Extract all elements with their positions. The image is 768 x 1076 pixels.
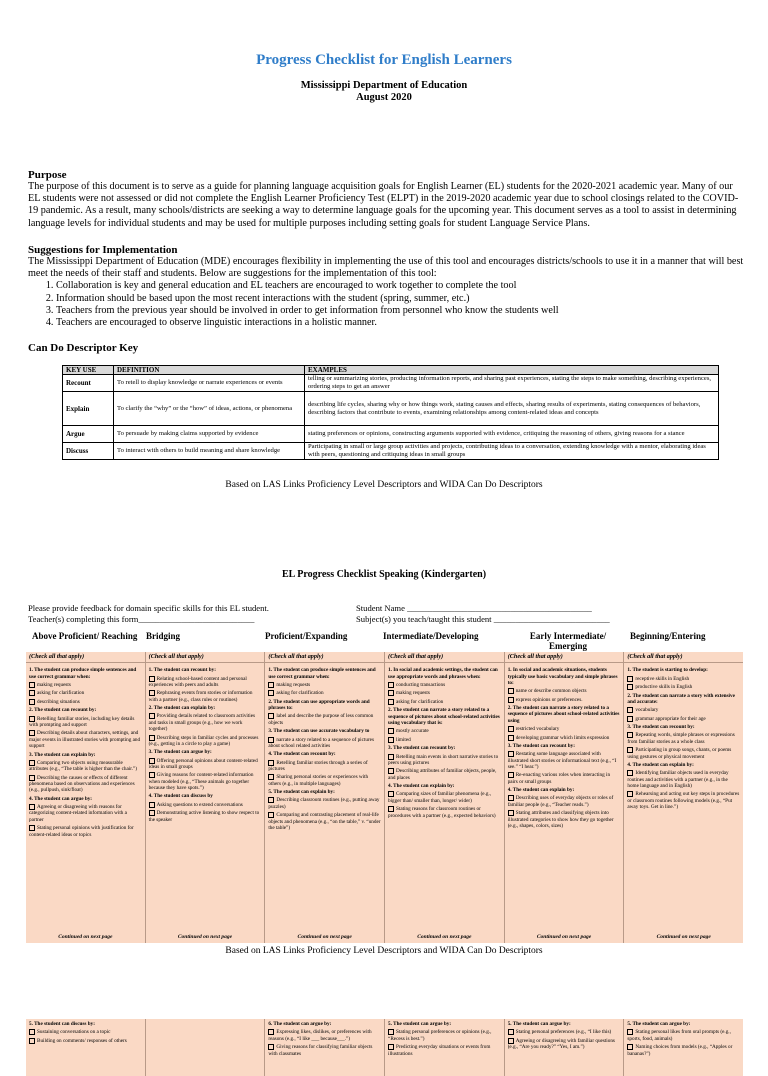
checklist-item-label: productive skills in English [635,684,693,691]
checklist-grid-continued [26,1019,743,1076]
examples-cell: Participating in small or large group activities and projects, contributing ideas to a conversation, extending knowledge with a mentor, elaborating ideas with peers, questioning and critiquing ideas in small groups [305,443,719,460]
suggestions-section [28,256,744,329]
org-name: Mississippi Department of Education [300,80,468,91]
skill-heading: 1. In social and academic settings, the student can use appropriate words and phrases when: [388,667,498,680]
checklist-column [624,1019,743,1076]
checkbox[interactable] [29,775,35,781]
checklist-item-label: Agreeing or disagreeing with familiar questions (e.g., “Are you ready?” “Yes, I am.”) [507,1037,615,1051]
checklist-item[interactable] [627,707,740,713]
checklist-item[interactable] [627,770,740,789]
student-name-field[interactable]: Student Name ___________________________________________ [356,603,592,613]
checklist-title: EL Progress Checklist Speaking (Kindergarten) [281,569,487,580]
table-row [63,392,719,426]
checkbox[interactable] [149,772,155,778]
suggestion-item: 1. Collaboration is key and general education and EL teachers are encouraged to work together to complete the tool [56,280,744,292]
checklist-item-label: express opinions or preferences. [515,696,583,703]
checkbox[interactable] [388,754,394,760]
examples-cell: describing life cycles, sharing why or how things work, stating causes and effects, sharing results of experiments, stating consequences of behaviors, describing factors that contribute to events, examining relationships among content-related ideas and concepts [305,392,719,426]
checkbox[interactable] [388,791,394,797]
column-header: EXAMPLES [305,366,719,375]
checkbox[interactable] [388,768,394,774]
definition-cell: To clarify the “why” or the “how” of ideas, actions, or phenomena [114,392,305,426]
checklist-item[interactable] [29,1029,142,1035]
continued-note: Continued on next page [417,933,472,940]
checkbox[interactable] [627,747,633,753]
skill-heading: 4. The student can argue by: [29,795,93,802]
level-header: Proficient/Expanding [265,631,348,641]
checkbox[interactable] [29,690,35,696]
organization [28,80,740,104]
checklist-item[interactable] [149,758,262,771]
definition-cell: To retell to display knowledge or narrate experiences or events [114,375,305,392]
purpose-text: The purpose of this document is to serve as a guide for planning language acquisition goals for English Learner (EL) students for the 2020-2021 academic year. Many of our EL students were not assessed or did not complete the English Learner Proficiency Test (ELPT) in the 2019-2020 academic year due to school closings related to the COVID-19 pandemic. As a result, many schools/districts are seeking a way to determine language goals for the upcoming year. This document serves as a tool to assist in determining language levels for individual students and may be used for multiple purposes including setting goals for student Language Service Plans. [28,181,739,229]
checklist-item[interactable] [627,1044,740,1057]
checkbox[interactable] [268,713,274,719]
checkbox[interactable] [508,726,514,732]
checklist-item[interactable] [627,791,740,810]
checklist-item-label: making requests [276,682,311,689]
checklist-item[interactable] [508,697,621,703]
checklist-item-label: Describing the causes or effects of different phenomena based on observations and experiences (e.g., pullpush, sink/float) [29,774,135,794]
checkbox[interactable] [29,730,35,736]
skill-heading: 3. The student can use accurate vocabulary to [268,728,370,735]
skill-heading: 4. The student can discuss by [148,793,213,800]
checklist-item[interactable] [268,682,381,688]
checklist-item[interactable] [29,775,142,794]
checkbox[interactable] [149,690,155,696]
checkbox[interactable] [388,806,394,812]
suggestions-text: The Mississippi Department of Education (MDE) encourages flexibility in implementing the use of this tool and encourages districts/schools to use it in a manner that will best meet the needs of their staff and students. Below are suggestions for the implementation of this tool: [28,256,744,280]
skill-heading: 1. The student can produce simple sentences and use correct grammar when: [268,667,376,680]
checklist-item-label: Describing details about characters, settings, and major events in illustrated stories with prompting and support [29,730,141,750]
doc-date: August 2020 [356,92,412,103]
checklist-item-label: Rephrasing events from stories or information with a partner (e.g., class rules or routines) [148,690,253,703]
checkbox[interactable] [388,737,394,743]
examples-cell: telling or summarizing stories, producing information reports, and sharing past experiences, stating the steps to make something, describing experiences, ordering steps to get an answer [305,375,719,392]
level-header: Beginning/Entering [630,631,706,641]
checklist-item-label: Describing uses of everyday objects or roles of familiar people (e.g., “Teacher reads.”) [507,795,614,808]
checklist-item-label: receptive skills in English [635,675,690,682]
subject-field[interactable]: Subject(s) you teach/taught this student ___________________________ [356,614,610,624]
checklist-item[interactable] [149,676,262,689]
student-info [356,603,610,625]
checklist-item-label: vocabulary [635,707,659,714]
checklist-item[interactable] [627,676,740,682]
checklist-item[interactable] [388,728,501,734]
checklist-item-label: grammar appropriate for their age [635,715,706,722]
skill-heading: 2. The student can use appropriate words and phrases to: [268,698,370,712]
checklist-item[interactable] [268,774,381,787]
checklist-item-label: Providing details related to classroom activities and tasks in small groups (e.g., how we work together) [148,713,256,733]
checkbox[interactable] [29,825,35,831]
table-row [63,375,719,392]
checkbox[interactable] [268,812,274,818]
skill-heading: 2. The student can narrate a story related to a sequence of pictures about school-related activities using [507,705,620,724]
checklist-item-label: Comparing and contrasting placement of real-life objects and phenomena (e.g., “on the table,” v. “under the table”) [268,812,381,832]
checklist-item[interactable] [149,735,262,748]
skill-heading: 2. The student can recount by: [29,707,97,714]
checkbox[interactable] [508,772,514,778]
definition-cell: To interact with others to build meaning and share knowledge [114,443,305,460]
column-header: DEFINITION [114,366,305,375]
descriptor-key-table [62,365,719,460]
checklist-item-label: limited [396,736,411,743]
checklist-item-label: asking for clarification [396,699,444,706]
checkbox[interactable] [149,676,155,682]
checklist-item-label: Rehearsing and acting out key steps in procedures or classroom routines following models (e.g., “Put away toys. Get in line.”) [627,791,740,811]
checkbox[interactable] [149,713,155,719]
checkbox[interactable] [268,682,274,688]
checkbox[interactable] [29,699,35,705]
checkbox[interactable] [29,682,35,688]
checklist-item-label: mostly accurate [396,728,429,735]
checklist-item-label: Comparing two objects using measurable attributes (e.g., “The table is higher than the chair.”) [29,759,138,773]
suggestion-item: 4. Teachers are encouraged to observe linguistic interactions in a holistic manner. [56,317,744,329]
skill-heading: 1. In social and academic situations, students typically use basic vocabulary and simple phrases to: [507,667,618,686]
checkbox[interactable] [268,1029,274,1035]
checklist-item[interactable] [268,760,381,773]
checklist-item[interactable] [29,825,142,838]
checklist-item-label: label and describe the purpose of less common objects [268,713,374,726]
continued-note: Continued on next page [297,933,352,940]
skill-heading: 3. The student can explain by: [29,751,96,758]
checkbox[interactable] [149,735,155,741]
checklist-item[interactable] [627,684,740,690]
skill-heading: 4. The student can explain by: [388,783,455,790]
checkbox[interactable] [149,802,155,808]
level-header: Above Proficient/ Reaching [32,631,138,641]
checklist-item[interactable] [508,688,621,694]
based-on-note: Based on LAS Links Proficiency Level Descriptors and WIDA Can Do Descriptors [225,946,543,956]
check-all-label: (Check all that apply) [265,652,384,663]
checklist-item[interactable] [149,810,262,823]
checklist-item-label: Giving reasons for content-related information when modeled (e.g., “These animals go together because they have spots.”) [148,772,254,792]
checklist-item-label: Re-enacting various roles when interacting in pairs or small groups [507,772,611,785]
checklist-column [146,1019,266,1076]
level-header: Early Intermediate/ Emerging [529,631,607,651]
checklist-item[interactable] [268,690,381,696]
checkbox[interactable] [268,1044,274,1050]
checklist-item-label: Retelling familiar stories through a series of pictures [268,759,368,773]
definition-cell: To persuade by making claims supported by evidence [114,426,305,443]
key-use-cell: Recount [63,375,114,392]
checklist-item-label: Stating attributes and classifying objects into illustrated categories to show how they go together (e.g., shapes, colors, sizes) [507,810,614,830]
checklist-item[interactable] [268,737,381,750]
suggestions-list [28,280,744,329]
skill-heading: 3. The student can recount by: [507,743,575,750]
skill-heading: 1. The student is starting to develop: [627,667,708,674]
checklist-item-label: Agreeing or disagreeing with reasons for categorizing content-related information with a partner [29,804,127,823]
checklist-item-label: Stating personal likes from oral prompts (e.g., sports, food, animals) [627,1029,731,1042]
skill-heading: 5. The student can explain by: [268,789,335,796]
checklist-item[interactable] [627,1029,740,1042]
key-heading: Can Do Descriptor Key [28,342,139,354]
checkbox[interactable] [508,1029,514,1035]
checklist-item[interactable] [149,802,262,808]
checkbox[interactable] [388,728,394,734]
checklist-column [265,652,385,943]
skill-heading: 3. The student can recount by: [627,724,695,731]
checklist-item-label: Comparing sizes of familiar phenomena (e.g., bigger than/ smaller than, longer/ wider) [388,791,492,804]
checklist-item[interactable] [29,690,142,696]
checklist-item-label: Expressing likes, dislikes, or preferences with reasons (e.g., “I like ___ because___.”) [268,1029,372,1042]
suggestion-item: 2. Information should be based upon the most recent interactions with the student (spring, summer, etc.) [56,293,744,305]
checklist-item-label: narrate a story related to a sequence of pictures about school related activities [268,736,374,750]
checklist-item[interactable] [508,735,621,741]
checklist-item-label: Retelling familiar stories, including key details with prompting and support [29,715,135,729]
checklist-column [385,1019,505,1076]
checkbox[interactable] [508,795,514,801]
key-use-cell: Explain [63,392,114,426]
table-header-row [63,366,719,375]
checklist-item[interactable] [388,1044,501,1057]
skill-heading: 5. The student can argue by: [627,1021,691,1027]
checklist-item[interactable] [268,713,381,726]
table-row [63,426,719,443]
checklist-item-label: describing situations [37,699,80,706]
skill-heading: 3. The student can recount by: [388,745,456,752]
skill-heading: 4. The student can recount by: [268,751,336,758]
checkbox[interactable] [508,735,514,741]
checkbox[interactable] [268,774,274,780]
skill-heading: 2. The student can narrate a story with extensive and accurate: [627,692,735,705]
check-all-label: (Check all that apply) [624,652,743,663]
checkbox[interactable] [627,732,633,738]
checklist-item-label: restricted vocabulary [515,726,560,733]
checklist-item-label: Describing attributes of familiar objects, people, and places [388,768,497,781]
checklist-column [505,652,625,943]
checklist-item[interactable] [388,690,501,696]
checklist-item-label: Sharing personal stories or experiences with others (e.g., in multiple languages) [268,774,369,787]
checklist-item-label: Giving reasons for classifying familiar objects with classmates [268,1044,373,1057]
feedback-instructions [28,603,269,625]
checklist-item-label: Stating personal opinions with justification for content-related ideas or topics [29,825,134,838]
checklist-column [265,1019,385,1076]
checklist-item-label: Relating school-based content and personal experiences with peers and adults [148,675,247,689]
checklist-grid [26,652,743,943]
checklist-item[interactable] [508,1029,621,1035]
checklist-column [624,652,743,943]
checklist-item[interactable] [29,760,142,773]
checklist-item[interactable] [508,795,621,808]
checkbox[interactable] [388,690,394,696]
checkbox[interactable] [627,1029,633,1035]
checklist-column [505,1019,625,1076]
checklist-item[interactable] [627,747,740,760]
skill-heading: 5. The student can discuss by: [29,1021,95,1027]
checklist-item-label: Retelling main events in short narrative stories to peers using pictures [388,753,499,766]
key-use-cell: Argue [63,426,114,443]
checklist-item[interactable] [29,716,142,729]
suggestion-item: 3. Teachers from the previous year should be involved in order to get information from personnel who know the students well [56,305,744,317]
checklist-item[interactable] [29,682,142,688]
checkbox[interactable] [627,676,633,682]
checklist-item[interactable] [388,768,501,781]
checkbox[interactable] [268,737,274,743]
checklist-item[interactable] [29,1038,142,1044]
checklist-item[interactable] [388,682,501,688]
checkbox[interactable] [627,707,633,713]
checkbox[interactable] [508,1038,514,1044]
skill-heading: 5. The student can argue by: [507,1021,571,1027]
checklist-item[interactable] [388,699,501,705]
checkbox[interactable] [508,810,514,816]
checklist-item-label: Describing classroom routines (e.g., putting away puzzles) [268,797,380,810]
teacher-field[interactable]: Teacher(s) completing this form___________________________ [28,614,255,624]
checklist-item-label: Stating personal preferences or opinions (e.g., “Recess is best.”) [388,1029,492,1042]
checkbox[interactable] [149,758,155,764]
checklist-item-label: conducting transactions [396,682,446,689]
skill-heading: 2. The student can narrate a story related to a sequence of pictures about school-related activities using vocabulary that is: [388,707,500,726]
checkbox[interactable] [29,760,35,766]
checklist-item-label: Repeating words, simple phrases or expressions from familiar stories as a whole class [627,732,735,745]
checklist-item[interactable] [388,737,501,743]
checklist-item[interactable] [388,806,501,819]
check-all-label: (Check all that apply) [385,652,504,663]
purpose-heading: Purpose [28,169,67,181]
checklist-item-label: Describing steps in familiar cycles and processes (e.g., getting in a circle to play a game) [148,734,259,748]
checkbox[interactable] [268,690,274,696]
checklist-column [385,652,505,943]
skill-heading: 1. The student can produce simple sentences and use correct grammar when: [29,667,137,680]
level-header: Intermediate/Developing [383,631,479,641]
skill-heading: 1. The student can recount by: [148,667,216,674]
checkbox[interactable] [268,760,274,766]
skill-heading: 5. The student can argue by: [388,1021,452,1027]
checklist-item[interactable] [508,772,621,785]
checklist-item[interactable] [268,797,381,810]
checklist-item-label: Participating in group songs, chants, or poems using gestures or physical movement [627,747,732,760]
checkbox[interactable] [508,688,514,694]
based-on-note: Based on LAS Links Proficiency Level Descriptors and WIDA Can Do Descriptors [225,480,543,490]
checklist-item[interactable] [29,730,142,749]
check-all-label: (Check all that apply) [26,652,145,663]
checklist-item[interactable] [508,726,621,732]
checklist-item[interactable] [29,804,142,823]
checkbox[interactable] [268,797,274,803]
continued-note: Continued on next page [536,933,592,940]
checklist-item[interactable] [268,1044,381,1057]
checklist-item[interactable] [508,810,621,829]
checklist-item[interactable] [508,1038,621,1051]
checklist-item-label: Demonstrating active listening to show respect to the speaker [148,810,260,823]
checklist-item[interactable] [627,732,740,745]
check-all-label: (Check all that apply) [146,652,265,663]
column-header: KEY USE [63,366,114,375]
checklist-item-label: developing grammar which limits expression [515,734,610,741]
checklist-item-label: making requests [37,682,71,689]
checklist-item-label: making requests [396,690,430,697]
checkbox[interactable] [627,791,633,797]
checklist-item-label: Stating reasons for classroom routines or procedures with a partner (e.g., expected behaviors) [388,806,496,819]
checkbox[interactable] [627,684,633,690]
checklist-column [26,1019,146,1076]
checklist-item[interactable] [627,716,740,722]
checkbox[interactable] [388,1029,394,1035]
checklist-item[interactable] [268,1029,381,1042]
checklist-item[interactable] [388,1029,501,1042]
checkbox[interactable] [508,751,514,757]
checklist-item-label: Naming choices from models (e.g., “Apples or bananas?”) [627,1044,733,1057]
checklist-column [26,652,146,943]
document-page [0,52,768,104]
skill-heading: 3. The student can argue by: [148,749,212,756]
checklist-item-label: Identifying familiar objects used in everyday routines and activities with a partner (e.g., in the home language and in English) [627,770,729,790]
checkbox[interactable] [508,697,514,703]
checkbox[interactable] [627,716,633,722]
checklist-item-label: Restating some language associated with illustrated short stories or informational text (e.g., “I see.” “I hear.”) [507,751,617,771]
checklist-item[interactable] [149,713,262,732]
checkbox[interactable] [627,1044,633,1050]
continued-note: Continued on next page [656,933,711,940]
checkbox[interactable] [29,716,35,722]
checkbox[interactable] [388,699,394,705]
checklist-item[interactable] [388,791,501,804]
checkbox[interactable] [29,1029,35,1035]
continued-note: Continued on next page [177,933,233,940]
checklist-item[interactable] [29,699,142,705]
feedback-text: Please provide feedback for domain specific skills for this EL student. [28,603,269,613]
checkbox[interactable] [388,682,394,688]
checklist-item-label: Building on comments/ responses of others [37,1037,127,1044]
checklist-column [146,652,266,943]
key-use-cell: Discuss [63,443,114,460]
skill-heading: 2. The student can explain by: [148,705,216,712]
checklist-item-label: Sustaining conversations on a topic [37,1029,111,1036]
checklist-item-label: asking for clarification [276,690,324,697]
skill-heading: 4. The student can explain by: [627,761,694,768]
checklist-item[interactable] [268,812,381,831]
level-header: Bridging [146,631,181,641]
skill-heading: 4. The student can explain by: [507,787,575,794]
table-row [63,443,719,460]
checklist-item[interactable] [508,751,621,770]
checkbox[interactable] [149,810,155,816]
checklist-item[interactable] [388,754,501,767]
checkbox[interactable] [388,1044,394,1050]
checklist-item-label: Stating personal preferences (e.g., “I like this) [515,1029,612,1036]
page-title: Progress Checklist for English Learners [256,52,512,68]
checklist-item-label: name or describe common objects [515,688,587,695]
checkbox[interactable] [627,770,633,776]
checklist-item[interactable] [149,690,262,703]
check-all-label: (Check all that apply) [505,652,624,663]
checklist-item-label: Asking questions to extend conversations [156,801,243,808]
checklist-item-label: Predicting everyday situations or events from illustrations [388,1044,491,1057]
examples-cell: stating preferences or opinions, constructing arguments supported with evidence, critiquing the reasoning of others, giving reasons for a stance [305,426,719,443]
continued-note: Continued on next page [58,933,113,940]
checkbox[interactable] [29,1038,35,1044]
suggestions-heading: Suggestions for Implementation [28,244,178,256]
checklist-item-label: Offering personal opinions about content-related ideas in small groups [148,757,258,771]
checklist-item-label: asking for clarification [37,690,85,697]
checklist-item[interactable] [149,772,262,791]
skill-heading: 6. The student can argue by: [268,1021,332,1027]
